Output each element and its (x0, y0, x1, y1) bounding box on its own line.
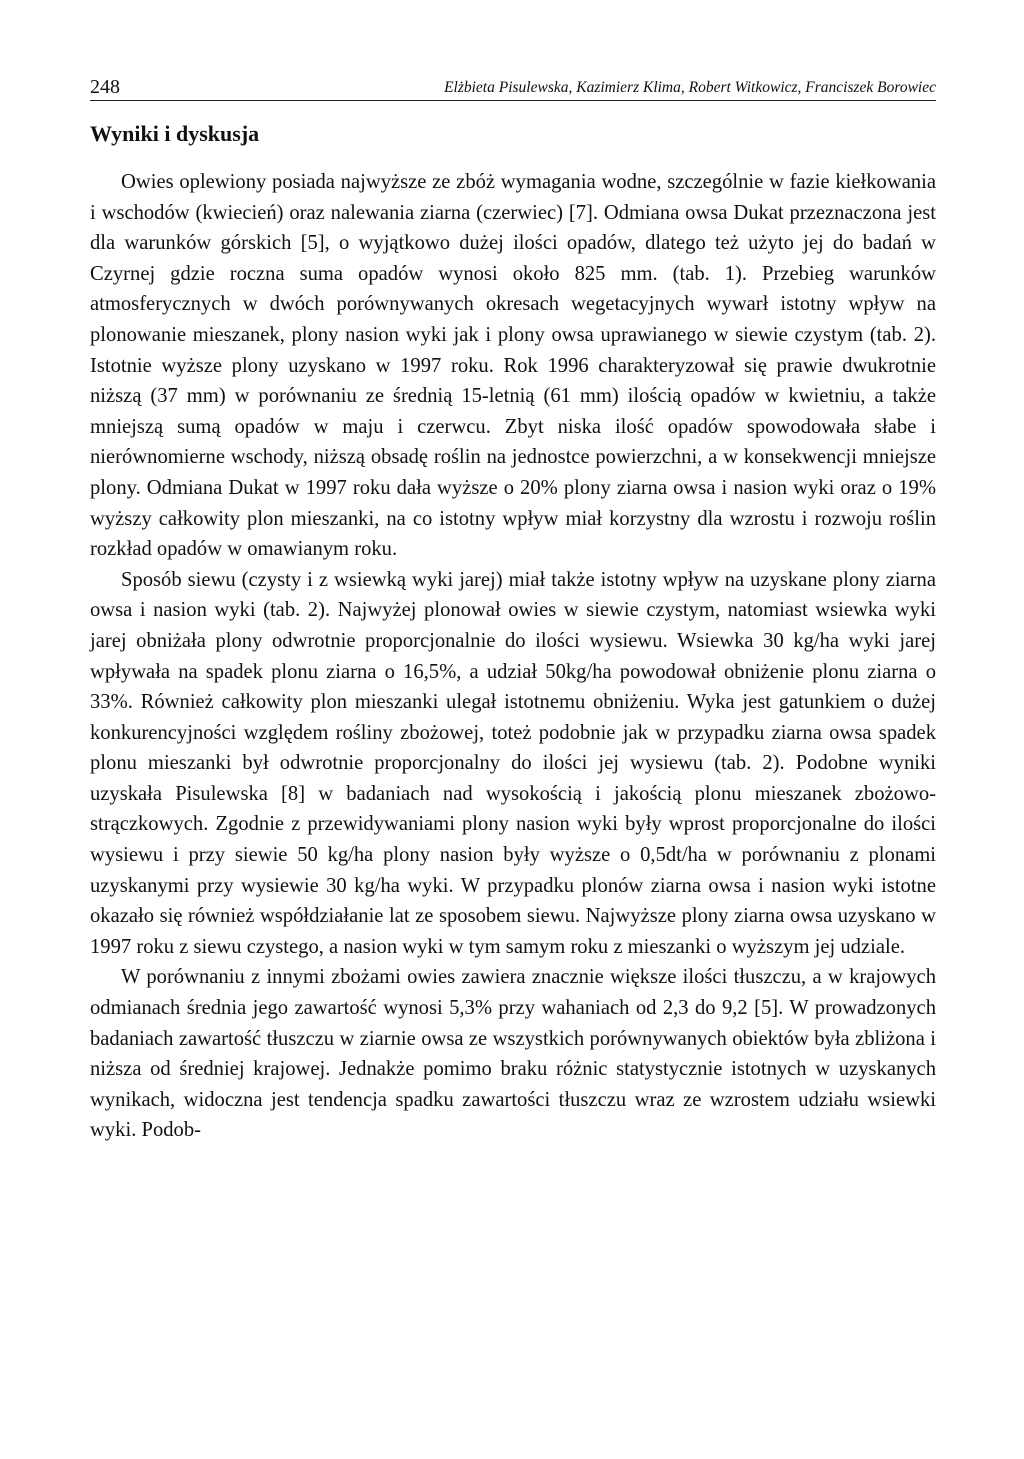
paragraph-1: Owies oplewiony posiada najwyższe ze zbóż wymagania wodne, szczególnie w fazie kiełkowania i wschodów (kwiecień) oraz nalewania ziarna (czerwiec) [7]. Odmiana owsa Dukat przeznaczona jest dla warunków górskich [5], o wyjątkowo dużej ilości opadów, dlatego też użyto jej do badań w Czyrnej gdzie roczna suma opadów wynosi około 825 mm. (tab. 1). Przebieg warunków atmosferycznych w dwóch porównywanych okresach wegetacyjnych wywarł istotny wpływ na plonowanie mieszanek, plony nasion wyki jak i plony owsa uprawianego w siewie czystym (tab. 2). Istotnie wyższe plony uzyskano w 1997 roku. Rok 1996 charakteryzował się prawie dwukrotnie niższą (37 mm) w porównaniu ze średnią 15-letnią (61 mm) ilością opadów w kwietniu, a także mniejszą sumą opadów w maju i czerwcu. Zbyt niska ilość opadów spowodowała słabe i nierównomierne wschody, niższą obsadę roślin na jednostce powierzchni, a w konsekwencji mniejsze plony. Odmiana Dukat w 1997 roku dała wyższe o 20% plony ziarna owsa i nasion wyki oraz o 19% wyższy całkowity plon mieszanki, na co istotny wpływ miał korzystny dla wzrostu i rozwoju roślin rozkład opadów w omawianym roku. (90, 171, 936, 561)
paragraph-3: W porównaniu z innymi zbożami owies zawiera znacznie większe ilości tłuszczu, a w krajowych odmianach średnia jego zawartość wynosi 5,3% przy wahaniach od 2,3 do 9,2 [5]. W prowadzonych badaniach zawartość tłuszczu w ziarnie owsa ze wszystkich porównywanych obiektów była zbliżona i niższa od średniej krajowej. Jednakże pomimo braku różnic statystycznie istotnych w uzyskanych wynikach, widoczna jest tendencja spadku zawartości tłuszczu wraz ze wzrostem udziału wsiewki wyki. Podob- (90, 966, 936, 1142)
paragraph-2: Sposób siewu (czysty i z wsiewką wyki jarej) miał także istotny wpływ na uzyskane plony ziarna owsa i nasion wyki (tab. 2). Najwyżej plonował owies w siewie czystym, natomiast wsiewka wyki jarej obniżała plony odwrotnie proporcjonalnie do ilości wysiewu. Wsiewka 30 kg/ha wyki jarej wpływała na spadek plonu ziarna o 16,5%, a udział 50kg/ha powodował obniżenie plonu ziarna o 33%. Również całkowity plon mieszanki ulegał istotnemu obniżeniu. Wyka jest gatunkiem o dużej konkurencyjności względem rośliny zbożowej, toteż podobnie jak w przypadku ziarna owsa spadek plonu mieszanki był odwrotnie proporcjonalny do ilości jej wysiewu (tab. 2). Podobne wyniki uzyskała Pisulewska [8] w badaniach nad wysokością i jakością plonu mieszanek zbożowo-strączkowych. Zgodnie z przewidywaniami plony nasion wyki były wprost proporcjonalne do ilości wysiewu i przy siewie 50 kg/ha plony nasion były wyższe o 0,5dt/ha w porównaniu z plonami uzyskanymi przy wysiewie 30 kg/ha wyki. W przypadku plonów ziarna owsa i nasion wyki istotne okazało się również współdziałanie lat ze sposobem siewu. Najwyższe plony ziarna owsa uzyskano w 1997 roku z siewu czystego, a nasion wyki w tym samym roku z mieszanki o wyższym jej udziale. (90, 568, 936, 958)
page-header (90, 76, 936, 101)
page-number: 248 (90, 76, 120, 98)
section-title: Wyniki i dyskusja (90, 121, 260, 146)
body-text (90, 167, 936, 1146)
running-head-authors: Elżbieta Pisulewska, Kazimierz Klima, Robert Witkowicz, Franciszek Borowiec (444, 79, 936, 96)
